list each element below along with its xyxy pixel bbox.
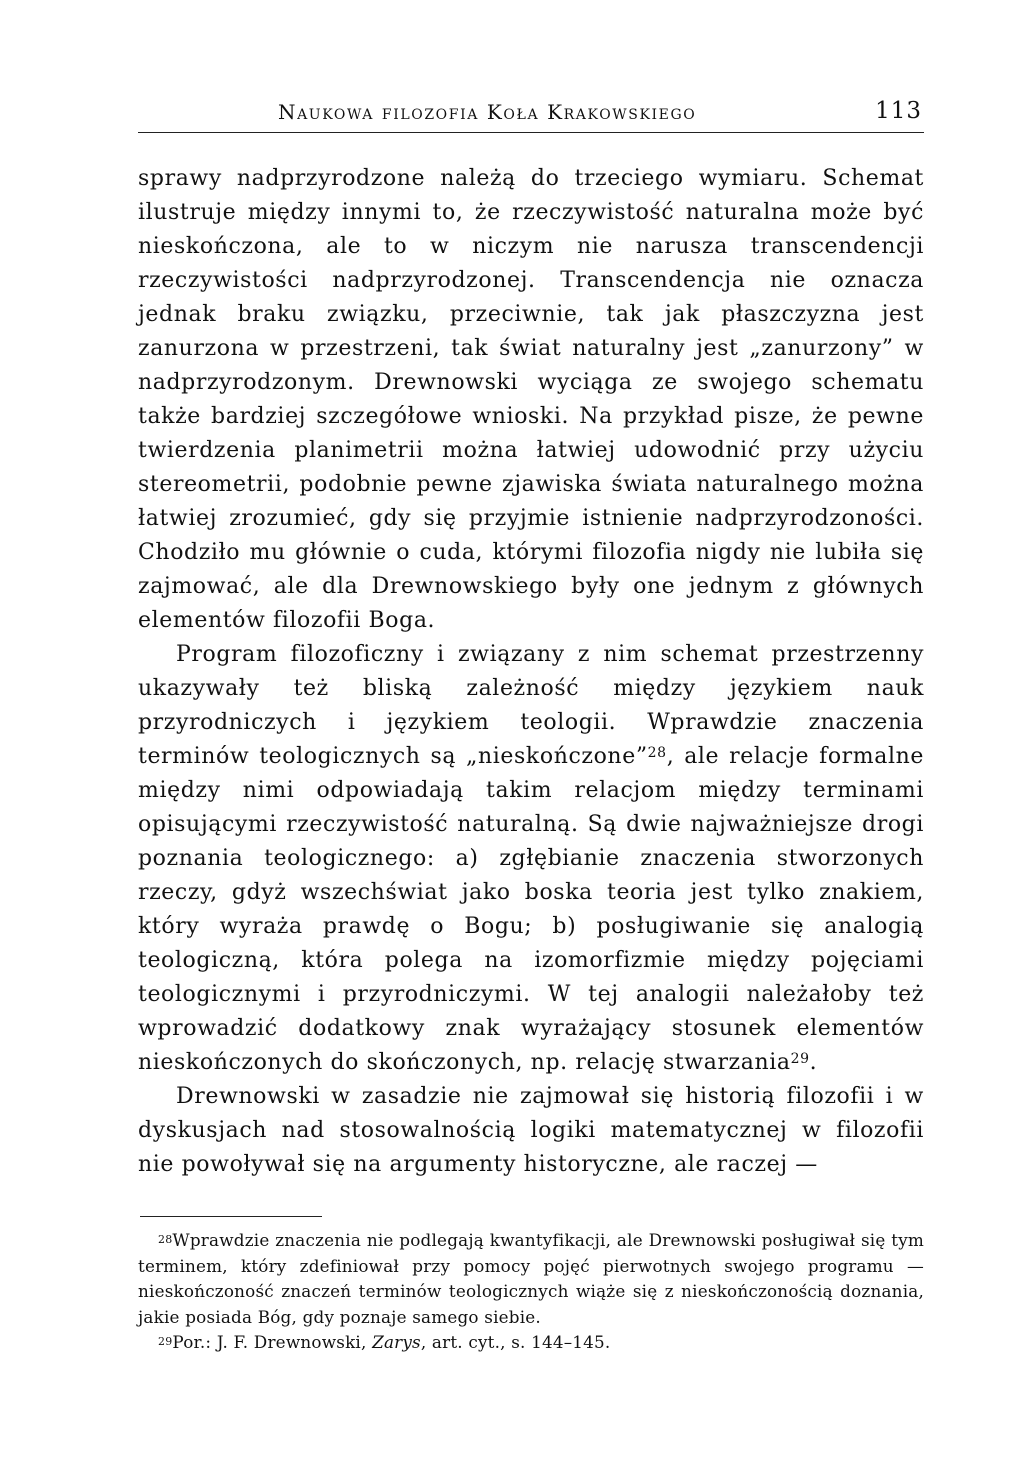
paragraph-2-text-c: . — [809, 1050, 818, 1075]
paragraph-2 — [138, 638, 924, 1080]
footnote-divider — [140, 1216, 322, 1217]
footnote-29-text-b: , art. cyt., s. 144–145. — [420, 1332, 611, 1352]
footnotes — [138, 1228, 924, 1356]
footnote-28 — [138, 1228, 924, 1330]
paragraph-2-text-b: , ale relacje formalne między nimi odpowiadają takim relacjom między terminami opisującymi rzeczywistość naturalną. Są dwie najważniejsze drogi poznania teologicznego: a) zgłębianie znaczenia stworzonych rzeczy, gdyż wszechświat jako boska teoria jest tylko znakiem, który wyraża prawdę o Bogu; b) posługiwanie się analogią teologiczną, która polega na izomorfizmie między pojęciami teologicznymi i przyrodniczymi. W tej analogii należałoby też wprowadzić dodatkowy znak wyrażający stosunek elementów nieskończonych do skończonych, np. relację stwarzania — [138, 744, 924, 1075]
paragraph-1 — [138, 162, 924, 638]
running-head — [138, 98, 924, 133]
body-text — [138, 162, 924, 1182]
page-number: 113 — [875, 98, 922, 124]
footnote-29 — [138, 1330, 924, 1356]
footnote-28-text: Wprawdzie znaczenia nie podlegają kwantyfikacji, ale Drewnowski posługiwał się tym terminem, który zdefiniował przy pomocy pojęć pierwotnych swojego programu — nieskończoność znaczeń terminów teologicznych wiąże się z nieskończonością doznania, jakie posiada Bóg, gdy poznaje samego siebie. — [138, 1230, 924, 1327]
footnote-ref-29[interactable]: 29 — [790, 1051, 810, 1067]
running-head-title: Naukowa filozofia Koła Krakowskiego — [278, 100, 697, 124]
paragraph-3 — [138, 1080, 924, 1182]
footnote-28-mark: 28 — [158, 1233, 173, 1246]
footnote-29-text-a: Por.: J. F. Drewnowski, — [172, 1332, 373, 1352]
footnote-ref-28[interactable]: 28 — [647, 745, 667, 761]
footnote-29-mark: 29 — [158, 1335, 173, 1348]
paragraph-2-text-a: Program filozoficzny i związany z nim schemat przestrzenny ukazywały też bliską zależność między językiem nauk przyrodniczych i językiem teologii. Wprawdzie znaczenia terminów teologicznych są „nieskończone” — [138, 642, 924, 769]
paragraph-1-text: sprawy nadprzyrodzone należą do trzeciego wymiaru. Schemat ilustruje między innymi to, że rzeczywistość naturalna może być nieskończona, ale to w niczym nie narusza transcendencji rzeczywistości nadprzyrodzonej. Transcendencja nie oznacza jednak braku związku, przeciwnie, tak jak płaszczyzna jest zanurzona w przestrzeni, tak świat naturalny jest „zanurzony” w nadprzyrodzonym. Drewnowski wyciąga ze swojego schematu także bardziej szczegółowe wnioski. Na przykład pisze, że pewne twierdzenia planimetrii można łatwiej udowodnić przy użyciu stereometrii, podobnie pewne zjawiska świata naturalnego można łatwiej zrozumieć, gdy się przyjmie istnienie nadprzyrodzoności. Chodziło mu głównie o cuda, którymi filozofia nigdy nie lubiła się zajmować, ale dla Drewnowskiego były one jednym z głównych elementów filozofii Boga. — [138, 166, 924, 633]
paragraph-3-text: Drewnowski w zasadzie nie zajmował się historią filozofii i w dyskusjach nad stosowalnością logiki matematycznej w filozofii nie powoływał się na argumenty historyczne, ale raczej — — [138, 1084, 924, 1177]
footnote-29-title: Zarys — [372, 1332, 421, 1352]
